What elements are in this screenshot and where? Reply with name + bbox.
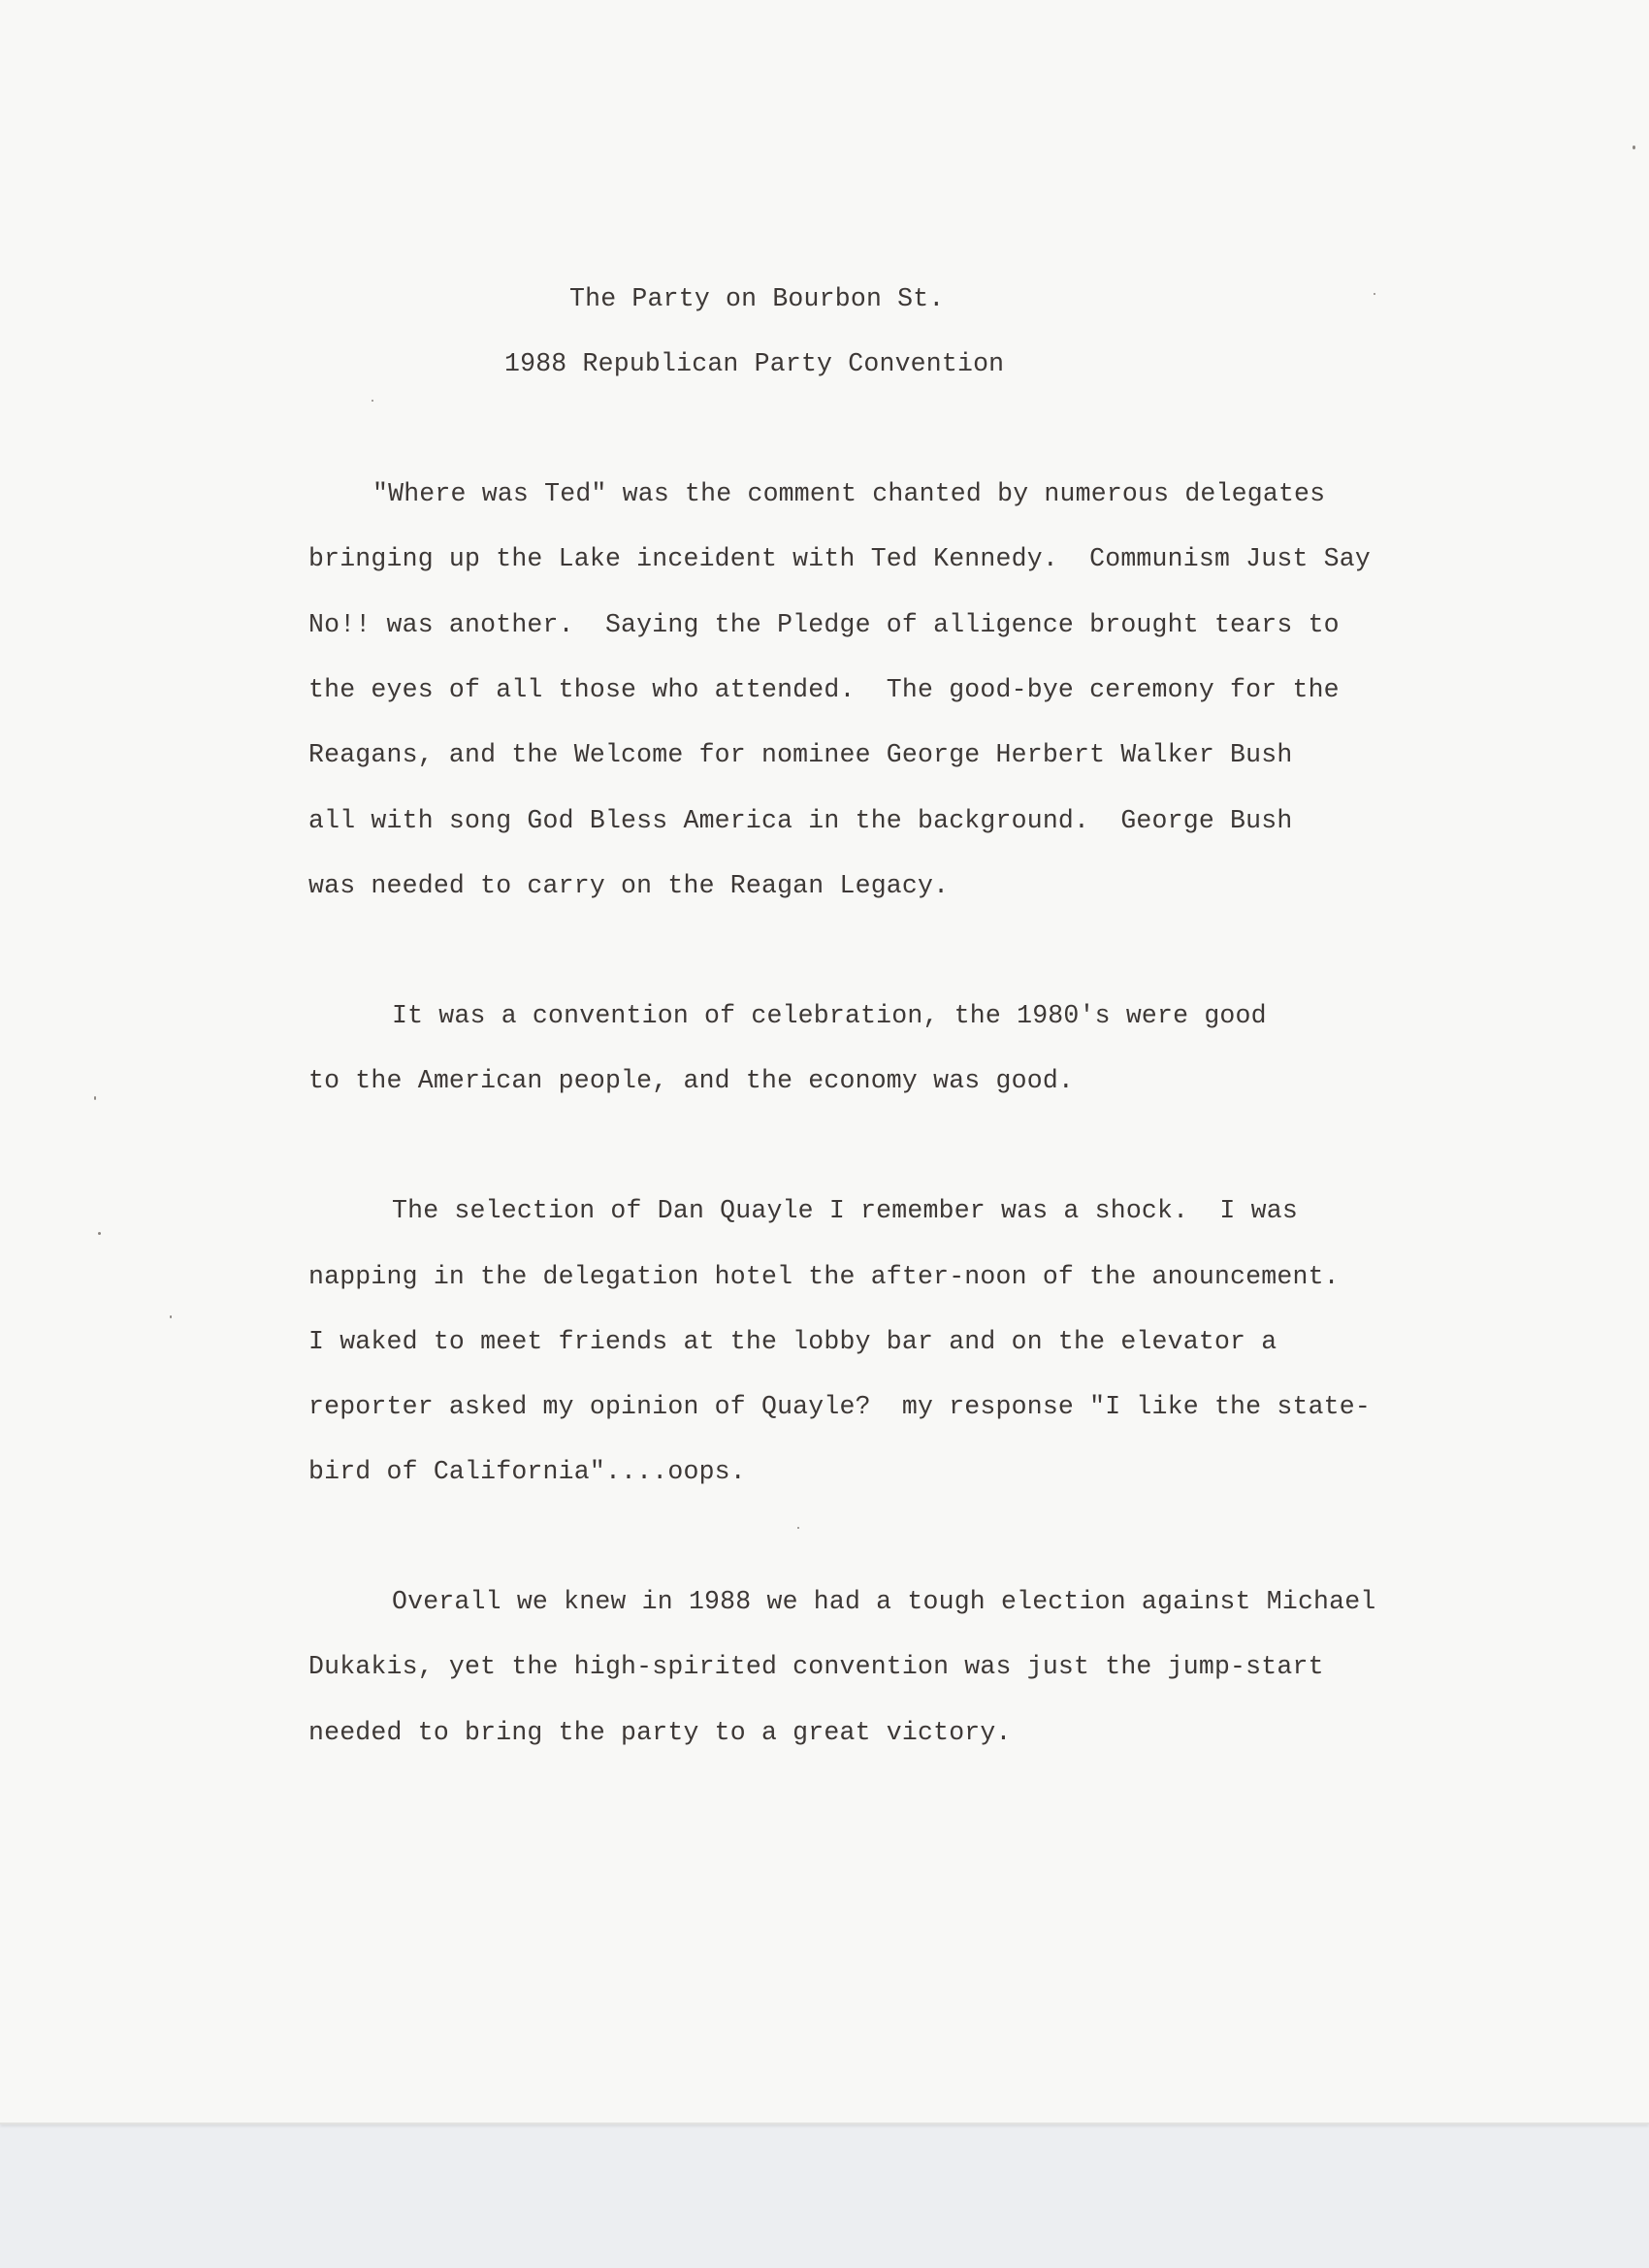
- paper-speck: [98, 1232, 101, 1235]
- document-title: The Party on Bourbon St.: [569, 284, 945, 313]
- paragraph-line: needed to bring the party to a great victory.: [308, 1718, 1012, 1747]
- paper-speck: [170, 1315, 172, 1318]
- paragraph-line: Reagans, and the Welcome for nominee George Herbert Walker Bush: [308, 740, 1293, 769]
- paragraph-line: Dukakis, yet the high-spirited convention was just the jump-start: [308, 1652, 1324, 1681]
- paragraph-line: The selection of Dan Quayle I remember was a shock. I was: [392, 1196, 1298, 1225]
- paragraph-line: No!! was another. Saying the Pledge of alligence brought tears to: [308, 610, 1340, 639]
- paragraph-line: the eyes of all those who attended. The good-bye ceremony for the: [308, 675, 1340, 704]
- paragraph-line: Overall we knew in 1988 we had a tough election against Michael: [392, 1587, 1376, 1616]
- document-subtitle: 1988 Republican Party Convention: [504, 349, 1005, 378]
- paragraph-line: was needed to carry on the Reagan Legacy.: [308, 871, 950, 900]
- paragraph-line: It was a convention of celebration, the 1980's were good: [392, 1001, 1267, 1030]
- paragraph-line: napping in the delegation hotel the after-noon of the anouncement.: [308, 1262, 1340, 1291]
- paper-speck: [372, 400, 373, 402]
- paper-speck: [797, 1527, 799, 1529]
- paragraph-line: to the American people, and the economy was good.: [308, 1066, 1075, 1095]
- paper-speck: [1633, 146, 1635, 149]
- paragraph-line: bringing up the Lake inceident with Ted Kennedy. Communism Just Say: [308, 544, 1371, 573]
- paper-speck: [1374, 293, 1375, 295]
- paragraph-line: bird of California"....oops.: [308, 1457, 746, 1486]
- paragraph-line: I waked to meet friends at the lobby bar and on the elevator a: [308, 1327, 1277, 1356]
- paragraph-line: all with song God Bless America in the background. George Bush: [308, 806, 1293, 835]
- paragraph-line: reporter asked my opinion of Quayle? my response "I like the state-: [308, 1392, 1371, 1421]
- paper-speck: [94, 1096, 96, 1100]
- paragraph-line: "Where was Ted" was the comment chanted by numerous delegates: [372, 479, 1326, 508]
